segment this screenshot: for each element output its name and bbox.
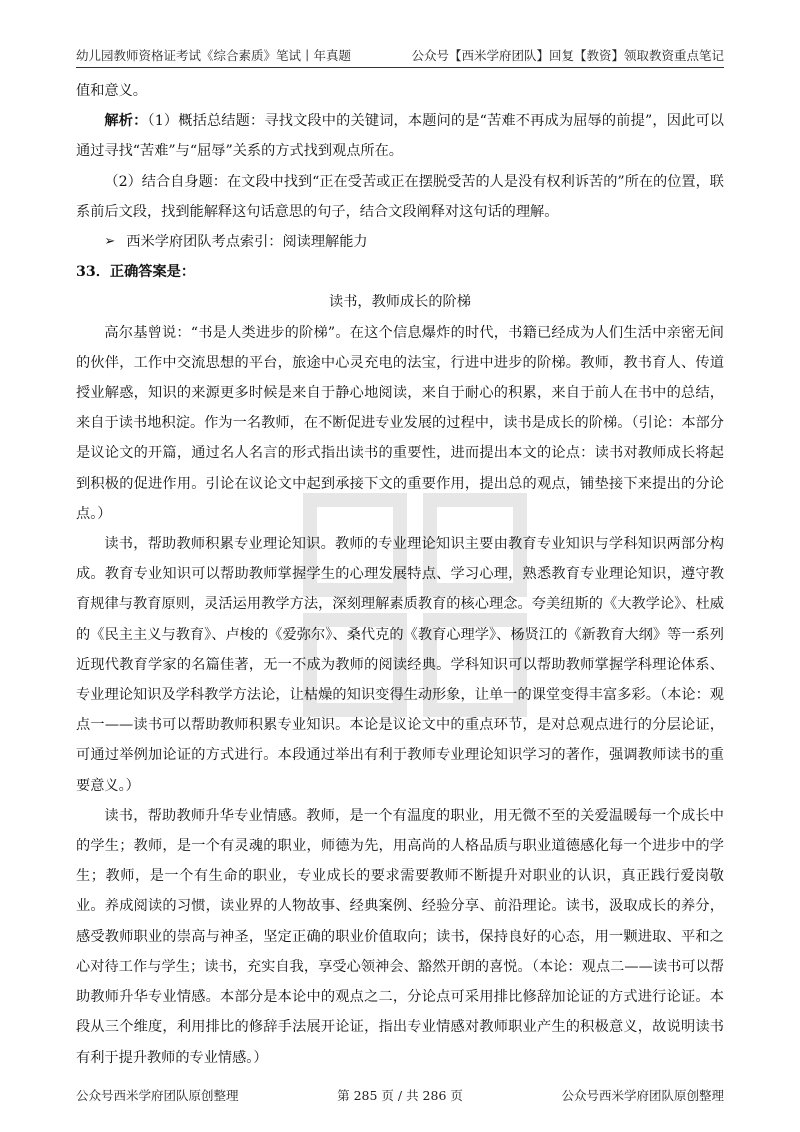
index-note-text: 西米学府团队考点索引：阅读理解能力 [126,234,368,251]
footer-right-text: 公众号西米学府团队原创整理 [561,1088,724,1103]
essay-paragraph-3: 读书，帮助教师升华专业情感。教师，是一个有温度的职业，用无微不至的关爱温暖每一个成长中的学生；教师，是一个有灵魂的职业，师德为先，用高尚的人格品质与职业道德感化每一个进步中的学生；教师，是一个有生命的职业，专业成长的要求需要教师不断提升对职业的认识，真正践行爱岗敬业。养成阅读的习惯，读业界的人物故事、经典案例、经验分享、前沿理论。读书，汲取成长的养分，感受教师职业的崇高与神圣，坚定正确的职业价值取向；读书，保持良好的心态，用一颗进取、平和之心对待工作与学生；读书，充实自我，享受心领神会、豁然开朗的喜悦。（本论：观点二——读书可以帮助教师升华专业情感。本部分是本论中的观点之二，分论点可采用排比修辞加论证的方式进行论证。本段从三个维度，利用排比的修辞手法展开论证，指出专业情感对教师职业产生的积极意义，故说明读书有利于提升教师的专业情感。） [76,807,724,1066]
document-body [76,76,724,1073]
essay-paragraph-2: 读书，帮助教师积累专业理论知识。教师的专业理论知识主要由教育专业知识与学科知识两部分构成。教育专业知识可以帮助教师掌握学生的心理发展特点、学习心理，熟悉教育专业理论知识，遵守教育规律与教育原则，灵活运用教学方法，深刻理解素质教育的核心理念。夸美纽斯的《大教学论》、杜威的《民主主义与教育》、卢梭的《爱弥尔》、桑代克的《教育心理学》、杨贤江的《新教育大纲》等一系列近现代教育学家的名篇佳著，无一不成为教师的阅读经典。学科知识可以帮助教师掌握学科理论体系、专业理论知识及学科教学方法论，让枯燥的知识变得生动形象，让单一的课堂变得丰富多彩。（本论：观点一——读书可以帮助教师积累专业知识。本论是议论文中的重点环节，是对总观点进行的分层论证，可通过举例加论证的方式进行。本段通过举出有利于教师专业理论知识学习的著作，强调教师读书的重要意义。） [76,536,724,794]
header-left-text: 幼儿园教师资格证考试《综合素质》笔试丨年真题 [76,48,352,63]
essay-paragraph-1: 高尔基曾说：“书是人类进步的阶梯”。在这个信息爆炸的时代，书籍已经成为人们生活中亲密无间的伙伴，工作中交流思想的平台，旅途中心灵充电的法宝，行进中进步的阶梯。教师，教书育人、传道授业解惑，知识的来源更多时候是来自于静心地阅读，来自于耐心的积累，来自于前人在书中的总结，来自于读书地积淀。作为一名教师，在不断促进专业发展的过程中，读书是成长的阶梯。（引论：本部分是议论文的开篇，通过名人名言的形式指出读书的重要性，进而提出本文的论点：读书对教师成长将起到积极的促进作用。引论在议论文中起到承接下文的重要作用，提出总的观点，铺垫接下来提出的分论点。） [76,324,724,522]
essay-title: 读书，教师成长的阶梯 [329,294,471,311]
page-header [76,40,724,68]
page-number: 第 285 页 / 共 286 页 [337,1088,463,1103]
text-line-top: 值和意义。 [76,83,147,99]
footer-left-text: 公众号西米学府团队原创整理 [76,1088,239,1103]
question-number: 33．正确答案是： [76,264,196,281]
analysis-text-1: （1）概括总结题：寻找文段中的关键词，本题问的是“苦难不再成为屈辱的前提”，因此可以通过寻找“苦难”与“屈辱”关系的方式找到观点所在。 [76,113,724,160]
page-footer [76,1086,724,1104]
analysis-paragraph-1 [76,106,724,166]
analysis-paragraph-2: （2）结合自身题：在文段中找到“正在受苦或正在摆脱受苦的人是没有权利诉苦的”所在的位置，联系前后文段，找到能解释这句话意思的句子，结合文段阐释对这句话的理解。 [76,173,724,220]
index-note-line [76,227,724,257]
arrow-bullet-icon: ➢ [104,234,116,250]
header-right-text: 公众号【西米学府团队】回复【教资】领取教资重点笔记 [411,48,724,63]
analysis-label: 解析： [104,113,148,130]
